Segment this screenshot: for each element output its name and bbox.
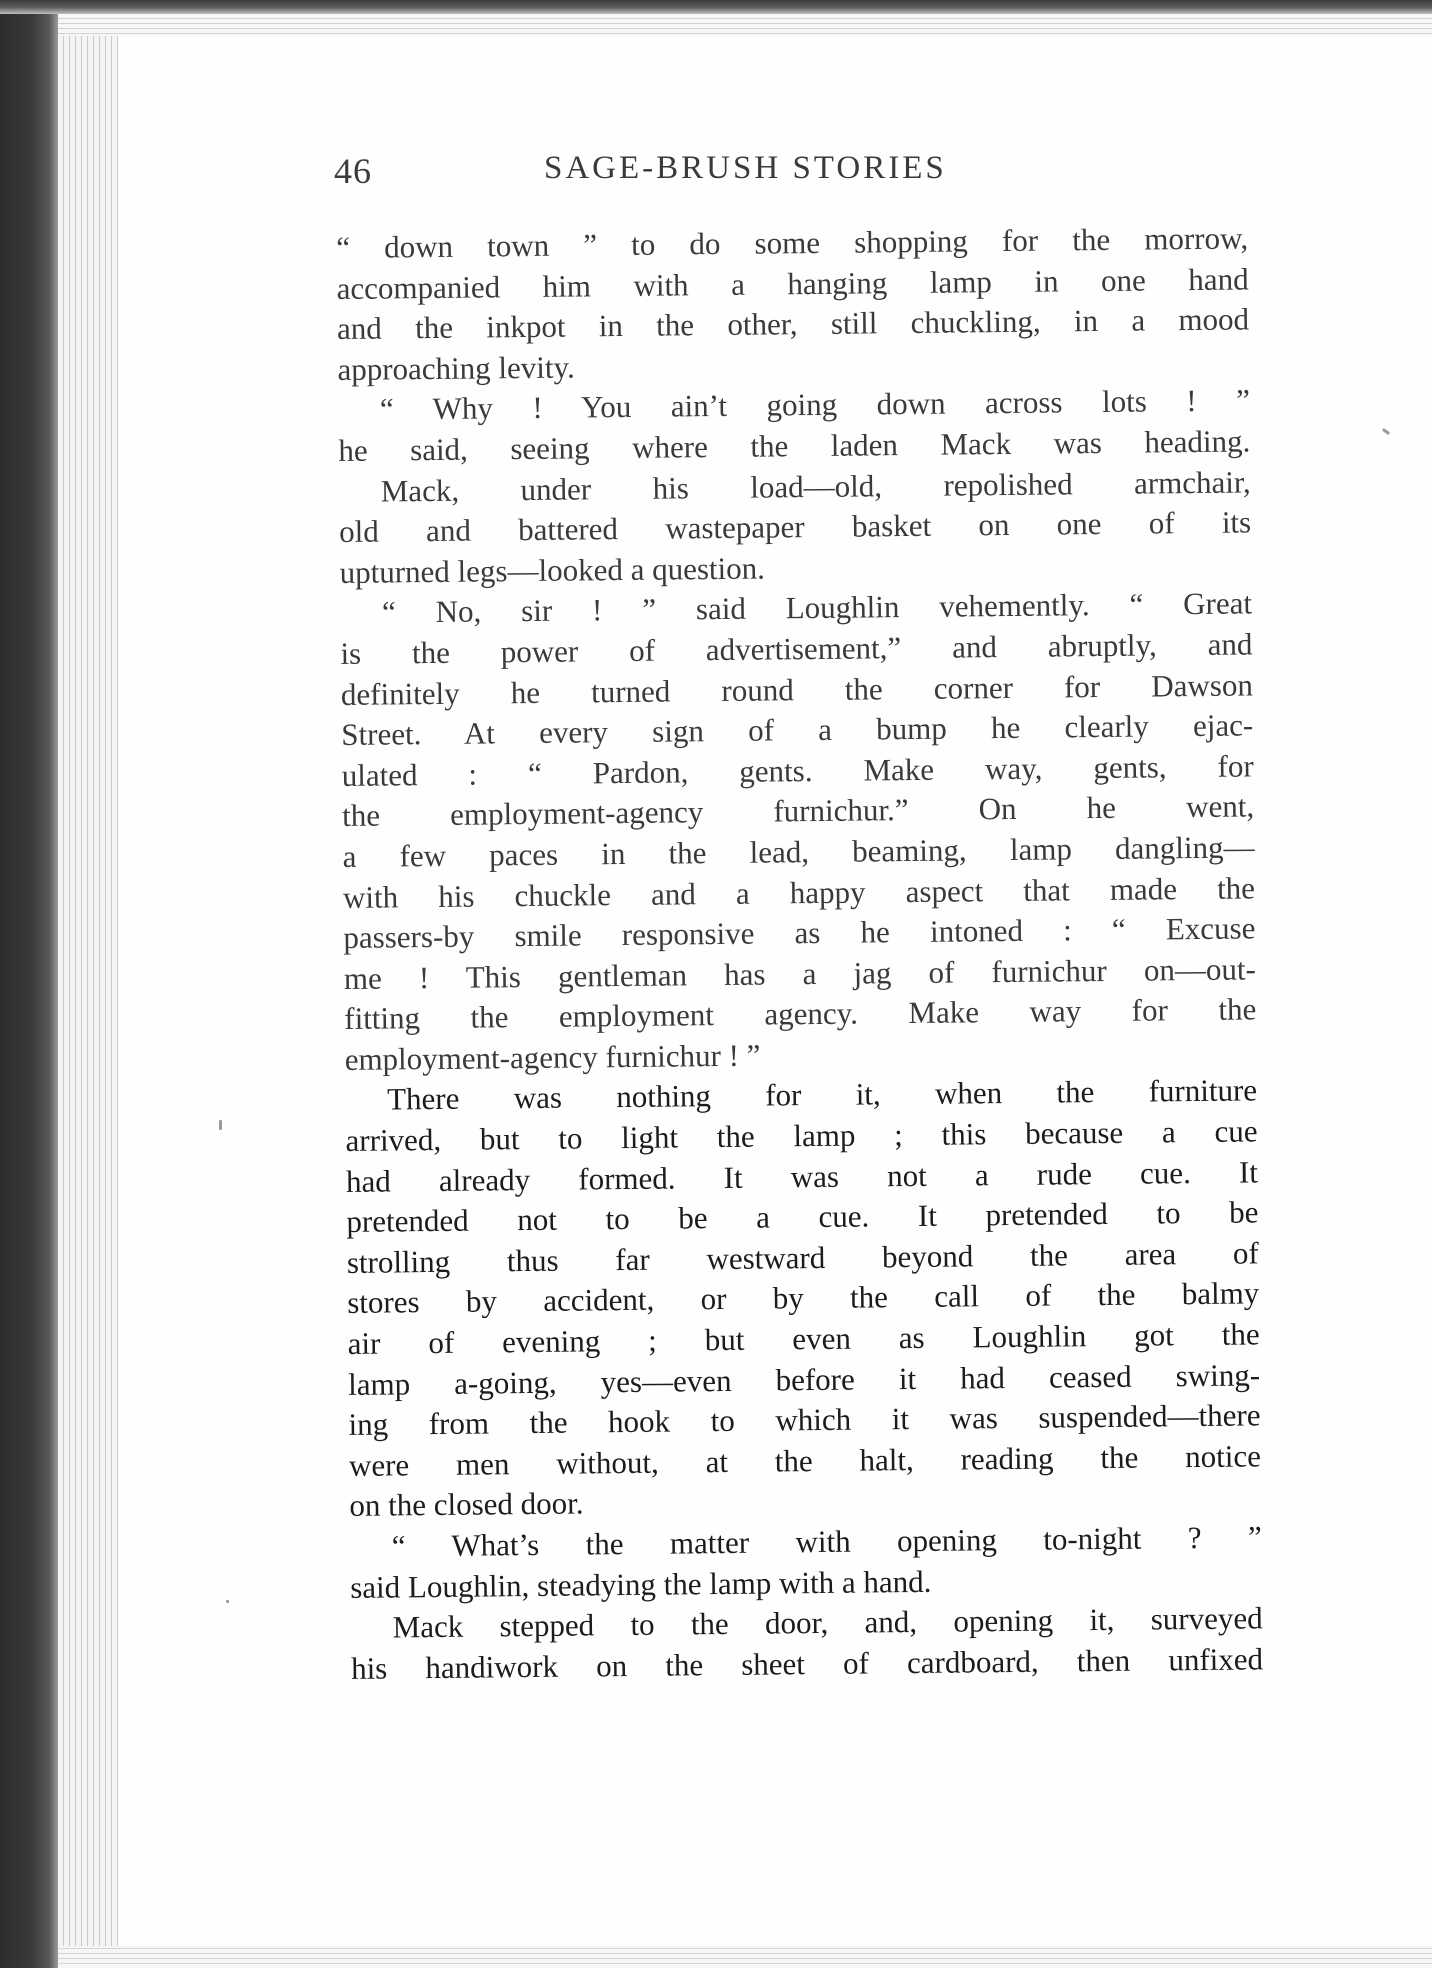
- text-line: Street. At every sign of a bump he clearly ejac-: [341, 707, 1254, 753]
- text-line: on the closed door.: [349, 1485, 584, 1524]
- book-top-edge: [0, 0, 1432, 14]
- text-line: accompanied him with a hanging lamp in one hand: [336, 261, 1249, 306]
- text-line: is the power of advertisement,” and abruptly, and: [340, 626, 1253, 671]
- text-line: a few paces in the lead, beaming, lamp dangling—: [342, 829, 1255, 874]
- text-line: Mack stepped to the door, and, opening it, surveyed: [392, 1600, 1263, 1645]
- text-line: strolling thus far westward beyond the area of: [346, 1235, 1259, 1280]
- text-line: stores by accident, or by the call of the balmy: [347, 1275, 1260, 1321]
- page-number: 46: [334, 151, 372, 191]
- text-line: me ! This gentleman has a jag of furnichur on—out-: [343, 951, 1256, 996]
- text-line: air of evening ; but even as Loughlin got the: [347, 1316, 1260, 1361]
- book-spine: [0, 0, 58, 1968]
- text-line: upturned legs—looked a question.: [339, 550, 766, 590]
- page-edges-top: [58, 14, 1432, 36]
- text-line: he said, seeing where the laden Mack was heading.: [338, 423, 1251, 468]
- text-line: employment-agency furnichur ! ”: [344, 1037, 761, 1077]
- body-text: [336, 218, 1263, 1689]
- text-line: arrived, but to light the lamp ; this because a cue: [345, 1113, 1258, 1159]
- text-line: Mack, under his load—old, repolished armchair,: [380, 463, 1251, 509]
- text-line: passers-by smile responsive as he intoned : “ Excuse: [343, 910, 1256, 956]
- text-line: ulated : “ Pardon, gents. Make way, gents, for: [341, 748, 1254, 793]
- text-line: were men without, at the halt, reading the notice: [348, 1438, 1262, 1483]
- text-line: “ down town ” to do some shopping for the morrow,: [336, 220, 1249, 265]
- text-line: lamp a-going, yes—even before it had ceased swing-: [347, 1357, 1261, 1402]
- dust-speck: [219, 1120, 222, 1130]
- page-edges-bottom: [58, 1946, 1432, 1968]
- text-line: with his chuckle and a happy aspect that made the: [342, 869, 1256, 915]
- dust-speck: [226, 1600, 229, 1603]
- text-line: There was nothing for it, when the furniture: [386, 1072, 1258, 1117]
- running-head: SAGE-BRUSH STORIES: [544, 150, 947, 186]
- page-edges-left: [58, 14, 118, 1968]
- text-line: had already formed. It was not a rude cue. It: [345, 1154, 1259, 1199]
- text-line: his handiwork on the sheet of cardboard, then unfixed: [350, 1641, 1264, 1686]
- text-line: “ What’s the matter with opening to-night ? ”: [391, 1519, 1262, 1564]
- text-line: old and battered wastepaper basket on one of its: [338, 504, 1252, 550]
- text-line: approaching levity.: [337, 349, 575, 387]
- text-line: “ Why ! You ain’t going down across lots ! ”: [379, 382, 1251, 427]
- text-line: “ No, sir ! ” said Loughlin vehemently. “ Great: [381, 585, 1253, 630]
- text-line: definitely he turned round the corner for Dawson: [340, 666, 1254, 712]
- text-line: said Loughlin, steadying the lamp with a hand.: [350, 1563, 932, 1605]
- text-line: fitting the employment agency. Make way for the: [344, 991, 1257, 1037]
- text-line: the employment-agency furnichur.” On he went,: [341, 788, 1255, 834]
- text-line: ing from the hook to which it was suspended—there: [348, 1397, 1261, 1443]
- text-line: and the inkpot in the other, still chuckling, in a mood: [336, 301, 1250, 347]
- text-line: pretended not to be a cue. It pretended to be: [346, 1194, 1259, 1240]
- page-header: [334, 150, 1040, 210]
